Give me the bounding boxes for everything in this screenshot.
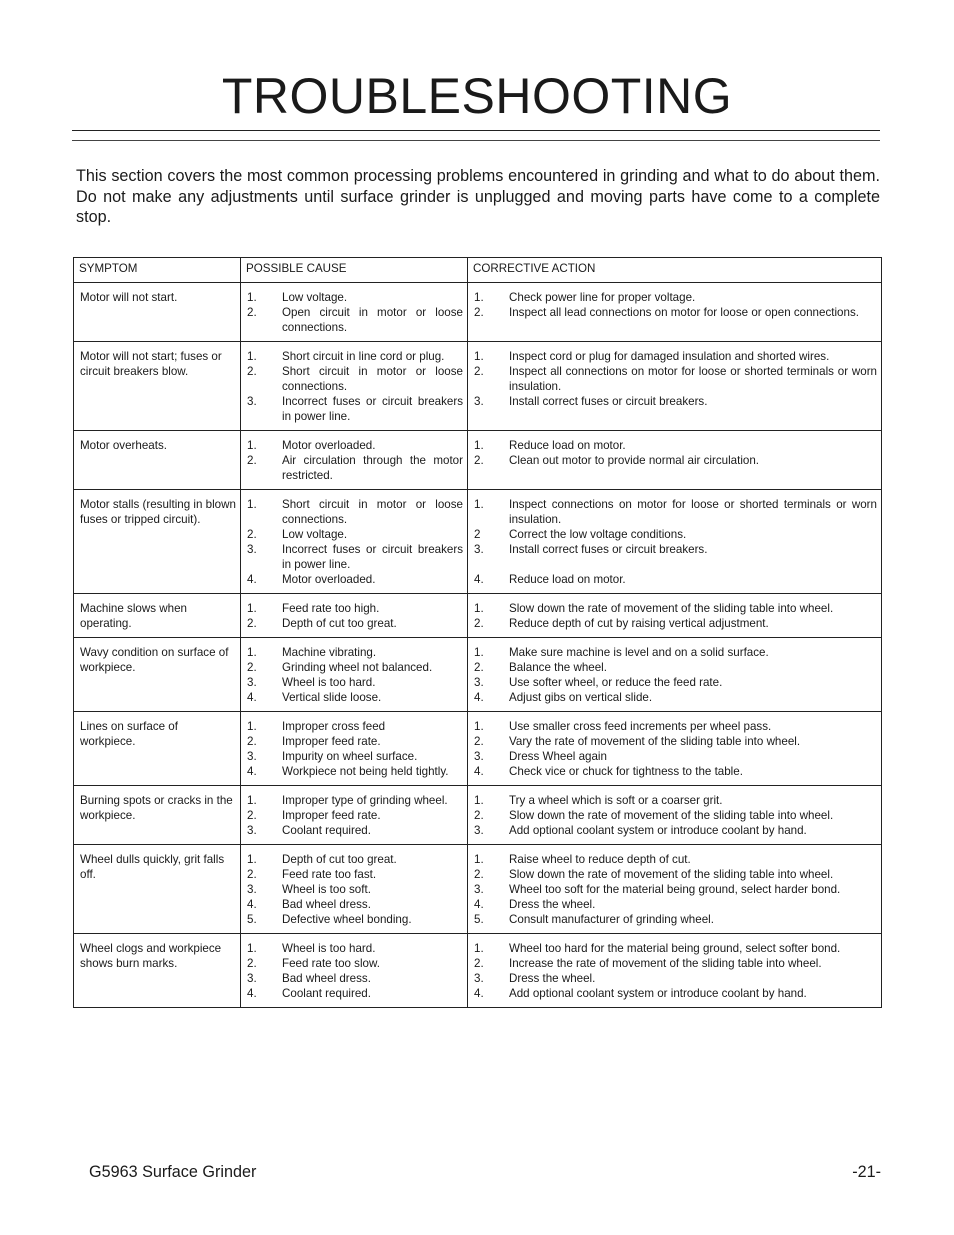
action-list (474, 349, 877, 409)
list-item (474, 719, 877, 734)
item-number: 3. (247, 543, 257, 556)
item-text: Clean out motor to provide normal air circulation. (509, 454, 760, 467)
item-number: 1. (247, 720, 257, 733)
title-rule-top (72, 130, 880, 131)
cause-list (247, 290, 463, 335)
list-item (247, 719, 463, 734)
list-item (247, 527, 463, 542)
item-number: 4. (474, 765, 484, 778)
list-item (247, 660, 463, 675)
item-text: Wheel too hard for the material being ground, select softer bond. (509, 942, 841, 955)
item-number: 2. (247, 661, 257, 674)
corrective-action-cell (468, 431, 882, 490)
item-number: 1. (474, 350, 484, 363)
list-item (474, 453, 877, 468)
item-text: Air circulation through the motor restricted. (282, 454, 463, 482)
troubleshooting-table (73, 257, 882, 1008)
list-item (474, 438, 877, 453)
cause-list (247, 645, 463, 705)
item-number: 1. (474, 794, 484, 807)
intro-paragraph: This section covers the most common processing problems encountered in grinding and what to do about them. Do not make any adjustments until surface grinder is unplugged and moving parts have come to a complete stop. (76, 167, 880, 226)
item-text: Incorrect fuses or circuit breakers in power line. (282, 543, 463, 571)
list-item (247, 941, 463, 956)
item-text: Bad wheel dress. (282, 898, 371, 911)
item-number: 1. (247, 439, 257, 452)
item-text: Dress the wheel. (509, 898, 596, 911)
item-text: Slow down the rate of movement of the sliding table into wheel. (509, 809, 834, 822)
item-text: Workpiece not being held tightly. (282, 765, 449, 778)
list-item (247, 616, 463, 631)
action-list (474, 719, 877, 779)
item-number: 4. (247, 573, 257, 586)
list-item (247, 305, 463, 335)
list-item (247, 364, 463, 394)
item-number: 4. (247, 987, 257, 1000)
cause-list (247, 719, 463, 779)
item-number: 4. (247, 765, 257, 778)
list-item (247, 690, 463, 705)
item-number: 3. (474, 824, 484, 837)
cause-list (247, 852, 463, 927)
item-number: 1. (474, 720, 484, 733)
symptom-cell: Machine slows when operating. (74, 594, 241, 638)
symptom-cell: Motor will not start. (74, 283, 241, 342)
item-text: Reduce depth of cut by raising vertical adjustment. (509, 617, 769, 630)
corrective-action-cell (468, 283, 882, 342)
list-item (474, 764, 877, 779)
list-item (474, 749, 877, 764)
item-number: 2. (247, 365, 257, 378)
table-row (74, 342, 882, 431)
item-text: Defective wheel bonding. (282, 913, 412, 926)
corrective-action-cell (468, 594, 882, 638)
cause-list (247, 601, 463, 631)
corrective-action-cell (468, 490, 882, 594)
item-number: 3. (474, 395, 484, 408)
title-rule-bottom (72, 140, 880, 141)
item-text: Balance the wheel. (509, 661, 607, 674)
list-item (247, 852, 463, 867)
table-row (74, 594, 882, 638)
list-item (247, 734, 463, 749)
list-item (474, 912, 877, 927)
item-number: 4. (247, 898, 257, 911)
list-item (247, 971, 463, 986)
list-item (247, 394, 463, 424)
action-list (474, 941, 877, 1001)
list-item (474, 882, 877, 897)
table-row (74, 638, 882, 712)
item-text: Depth of cut too great. (282, 853, 397, 866)
list-item (474, 394, 877, 409)
symptom-cell: Motor stalls (resulting in blown fuses or tripped circuit). (74, 490, 241, 594)
item-text: Short circuit in motor or loose connections. (282, 365, 463, 393)
action-list (474, 793, 877, 838)
item-number: 3. (247, 676, 257, 689)
item-text: Motor overloaded. (282, 439, 376, 452)
list-item (474, 956, 877, 971)
item-number: 2. (474, 809, 484, 822)
cause-list (247, 438, 463, 483)
item-number: 2. (247, 454, 257, 467)
list-item (247, 793, 463, 808)
item-text: Install correct fuses or circuit breakers. (509, 543, 708, 556)
item-number: 3. (474, 543, 484, 556)
item-number: 1. (474, 291, 484, 304)
table-body (74, 283, 882, 1008)
item-text: Short circuit in line cord or plug. (282, 350, 445, 363)
item-text: Adjust gibs on vertical slide. (509, 691, 653, 704)
item-text (509, 557, 877, 572)
list-item (247, 749, 463, 764)
list-item (474, 660, 877, 675)
list-item (247, 956, 463, 971)
action-list (474, 290, 877, 320)
item-text: Inspect all connections on motor for loose or shorted terminals or worn insulation. (509, 365, 877, 393)
symptom-cell: Wheel dulls quickly, grit falls off. (74, 845, 241, 934)
action-list (474, 497, 877, 587)
item-text: Incorrect fuses or circuit breakers in power line. (282, 395, 463, 423)
item-text: Low voltage. (282, 291, 348, 304)
item-text: Bad wheel dress. (282, 972, 371, 985)
item-text: Wheel is too hard. (282, 942, 376, 955)
item-text: Coolant required. (282, 987, 371, 1000)
list-item (247, 823, 463, 838)
item-number: 1. (474, 646, 484, 659)
possible-cause-cell (241, 934, 468, 1008)
item-text: Raise wheel to reduce depth of cut. (509, 853, 691, 866)
item-text: Slow down the rate of movement of the sliding table into wheel. (509, 868, 834, 881)
symptom-cell: Wavy condition on surface of workpiece. (74, 638, 241, 712)
possible-cause-cell (241, 594, 468, 638)
item-number: 4. (474, 898, 484, 911)
item-number: 2. (474, 661, 484, 674)
item-text: Improper feed rate. (282, 735, 381, 748)
list-item (474, 527, 877, 542)
list-item (247, 897, 463, 912)
list-item (247, 867, 463, 882)
item-number: 1. (247, 350, 257, 363)
table-row (74, 934, 882, 1008)
table-row (74, 786, 882, 845)
item-text: Vary the rate of movement of the sliding table into wheel. (509, 735, 801, 748)
action-list (474, 645, 877, 705)
possible-cause-cell (241, 342, 468, 431)
cause-list (247, 349, 463, 424)
item-text: Inspect connections on motor for loose or shorted terminals or worn insulation. (509, 498, 877, 526)
list-item (247, 912, 463, 927)
list-item (474, 542, 877, 557)
symptom-cell: Motor will not start; fuses or circuit breakers blow. (74, 342, 241, 431)
possible-cause-cell (241, 845, 468, 934)
action-list (474, 438, 877, 468)
list-item (247, 438, 463, 453)
page-title: TROUBLESHOOTING (221, 68, 733, 124)
item-text: Wheel is too hard. (282, 676, 376, 689)
list-item (474, 734, 877, 749)
header-corrective-action: CORRECTIVE ACTION (468, 258, 882, 283)
item-number: 2. (474, 957, 484, 970)
item-text: Install correct fuses or circuit breakers. (509, 395, 708, 408)
item-number: 5. (247, 913, 257, 926)
item-number: 3. (247, 750, 257, 763)
list-item (247, 808, 463, 823)
corrective-action-cell (468, 638, 882, 712)
item-text: Slow down the rate of movement of the sliding table into wheel. (509, 602, 834, 615)
item-number: 2. (474, 868, 484, 881)
item-number: 2. (474, 617, 484, 630)
item-text: Motor overloaded. (282, 573, 376, 586)
item-text: Depth of cut too great. (282, 617, 397, 630)
list-item (247, 542, 463, 572)
list-item (247, 601, 463, 616)
item-number: 5. (474, 913, 484, 926)
list-item (247, 290, 463, 305)
list-item (247, 986, 463, 1001)
action-list (474, 852, 877, 927)
item-text: Check power line for proper voltage. (509, 291, 696, 304)
item-number: 2. (474, 306, 484, 319)
item-text: Use softer wheel, or reduce the feed rate. (509, 676, 723, 689)
item-number: 1. (247, 646, 257, 659)
symptom-cell: Burning spots or cracks in the workpiece. (74, 786, 241, 845)
item-number (474, 557, 509, 572)
item-text: Machine vibrating. (282, 646, 377, 659)
list-item (474, 897, 877, 912)
item-number: 4. (474, 573, 484, 586)
item-text: Improper type of grinding wheel. (282, 794, 448, 807)
item-text: Add optional coolant system or introduce coolant by hand. (509, 824, 807, 837)
list-item (474, 867, 877, 882)
list-item (474, 941, 877, 956)
possible-cause-cell (241, 490, 468, 594)
item-number: 2. (247, 957, 257, 970)
item-number: 1. (247, 794, 257, 807)
table-row (74, 712, 882, 786)
item-number: 1. (474, 853, 484, 866)
table-row (74, 490, 882, 594)
footer-manual-name: G5963 Surface Grinder (89, 1163, 257, 1181)
item-text: Wheel too soft for the material being ground, select harder bond. (509, 883, 841, 896)
item-number: 3. (474, 750, 484, 763)
header-symptom: SYMPTOM (74, 258, 241, 283)
item-number: 1. (247, 853, 257, 866)
item-number: 4. (247, 691, 257, 704)
list-item (474, 572, 877, 587)
list-item (474, 793, 877, 808)
item-text: Low voltage. (282, 528, 348, 541)
corrective-action-cell (468, 712, 882, 786)
possible-cause-cell (241, 431, 468, 490)
list-item (474, 290, 877, 305)
item-text: Grinding wheel not balanced. (282, 661, 433, 674)
list-item (474, 616, 877, 631)
item-text: Reduce load on motor. (509, 439, 626, 452)
item-text: Improper cross feed (282, 720, 386, 733)
list-item (247, 349, 463, 364)
item-number: 4. (474, 987, 484, 1000)
list-item (474, 557, 877, 572)
item-number: 1. (474, 602, 484, 615)
possible-cause-cell (241, 786, 468, 845)
item-number: 1. (474, 498, 484, 511)
item-number: 1. (247, 602, 257, 615)
corrective-action-cell (468, 342, 882, 431)
list-item (474, 852, 877, 867)
list-item (474, 601, 877, 616)
table-row (74, 431, 882, 490)
item-text: Use smaller cross feed increments per wheel pass. (509, 720, 772, 733)
item-text: Make sure machine is level and on a solid surface. (509, 646, 769, 659)
item-text: Feed rate too fast. (282, 868, 377, 881)
cause-list (247, 497, 463, 587)
list-item (474, 986, 877, 1001)
list-item (247, 764, 463, 779)
item-number: 2 (474, 528, 481, 541)
item-number: 1. (247, 942, 257, 955)
item-text: Coolant required. (282, 824, 371, 837)
item-text: Feed rate too slow. (282, 957, 380, 970)
symptom-cell: Lines on surface of workpiece. (74, 712, 241, 786)
item-number: 1. (247, 291, 257, 304)
item-number: 1. (474, 439, 484, 452)
possible-cause-cell (241, 283, 468, 342)
item-number: 2. (247, 528, 257, 541)
item-text: Try a wheel which is soft or a coarser grit. (509, 794, 723, 807)
table-row (74, 845, 882, 934)
item-text: Increase the rate of movement of the sliding table into wheel. (509, 957, 822, 970)
list-item (474, 675, 877, 690)
item-text: Inspect cord or plug for damaged insulation and shorted wires. (509, 350, 830, 363)
item-number: 2. (247, 617, 257, 630)
item-number: 2. (474, 365, 484, 378)
list-item (247, 882, 463, 897)
item-text: Consult manufacturer of grinding wheel. (509, 913, 714, 926)
list-item (247, 497, 463, 527)
corrective-action-cell (468, 845, 882, 934)
corrective-action-cell (468, 934, 882, 1008)
list-item (474, 971, 877, 986)
symptom-cell: Motor overheats. (74, 431, 241, 490)
list-item (247, 645, 463, 660)
item-text: Open circuit in motor or loose connections. (282, 306, 463, 334)
item-number: 2. (247, 868, 257, 881)
cause-list (247, 941, 463, 1001)
item-text: Vertical slide loose. (282, 691, 382, 704)
action-list (474, 601, 877, 631)
item-number: 2. (247, 735, 257, 748)
table-header-row (74, 258, 882, 283)
item-text: Dress Wheel again (509, 750, 607, 763)
item-text: Reduce load on motor. (509, 573, 626, 586)
table-row (74, 283, 882, 342)
item-number: 3. (247, 824, 257, 837)
footer-page-number: -21- (852, 1163, 881, 1181)
list-item (474, 497, 877, 527)
list-item (474, 690, 877, 705)
list-item (474, 364, 877, 394)
item-text: Check vice or chuck for tightness to the table. (509, 765, 743, 778)
item-text: Correct the low voltage conditions. (509, 528, 687, 541)
possible-cause-cell (241, 712, 468, 786)
item-number: 2. (474, 735, 484, 748)
list-item (247, 675, 463, 690)
item-text: Add optional coolant system or introduce coolant by hand. (509, 987, 807, 1000)
list-item (474, 808, 877, 823)
list-item (247, 453, 463, 483)
header-possible-cause: POSSIBLE CAUSE (241, 258, 468, 283)
list-item (247, 572, 463, 587)
item-number: 1. (474, 942, 484, 955)
item-number: 2. (247, 809, 257, 822)
item-number: 3. (247, 972, 257, 985)
corrective-action-cell (468, 786, 882, 845)
item-number: 2. (474, 454, 484, 467)
item-text: Dress the wheel. (509, 972, 596, 985)
list-item (474, 305, 877, 320)
possible-cause-cell (241, 638, 468, 712)
list-item (474, 349, 877, 364)
item-text: Impurity on wheel surface. (282, 750, 418, 763)
item-number: 2. (247, 306, 257, 319)
item-number: 3. (247, 395, 257, 408)
item-number: 4. (474, 691, 484, 704)
item-number: 3. (474, 972, 484, 985)
item-number: 1. (247, 498, 257, 511)
item-number: 3. (474, 883, 484, 896)
cause-list (247, 793, 463, 838)
symptom-cell: Wheel clogs and workpiece shows burn marks. (74, 934, 241, 1008)
item-text: Wheel is too soft. (282, 883, 371, 896)
item-number: 3. (474, 676, 484, 689)
item-text: Feed rate too high. (282, 602, 380, 615)
item-text: Short circuit in motor or loose connections. (282, 498, 463, 526)
list-item (474, 645, 877, 660)
list-item (474, 823, 877, 838)
item-number: 3. (247, 883, 257, 896)
item-text: Improper feed rate. (282, 809, 381, 822)
item-text: Inspect all lead connections on motor for loose or open connections. (509, 306, 859, 319)
